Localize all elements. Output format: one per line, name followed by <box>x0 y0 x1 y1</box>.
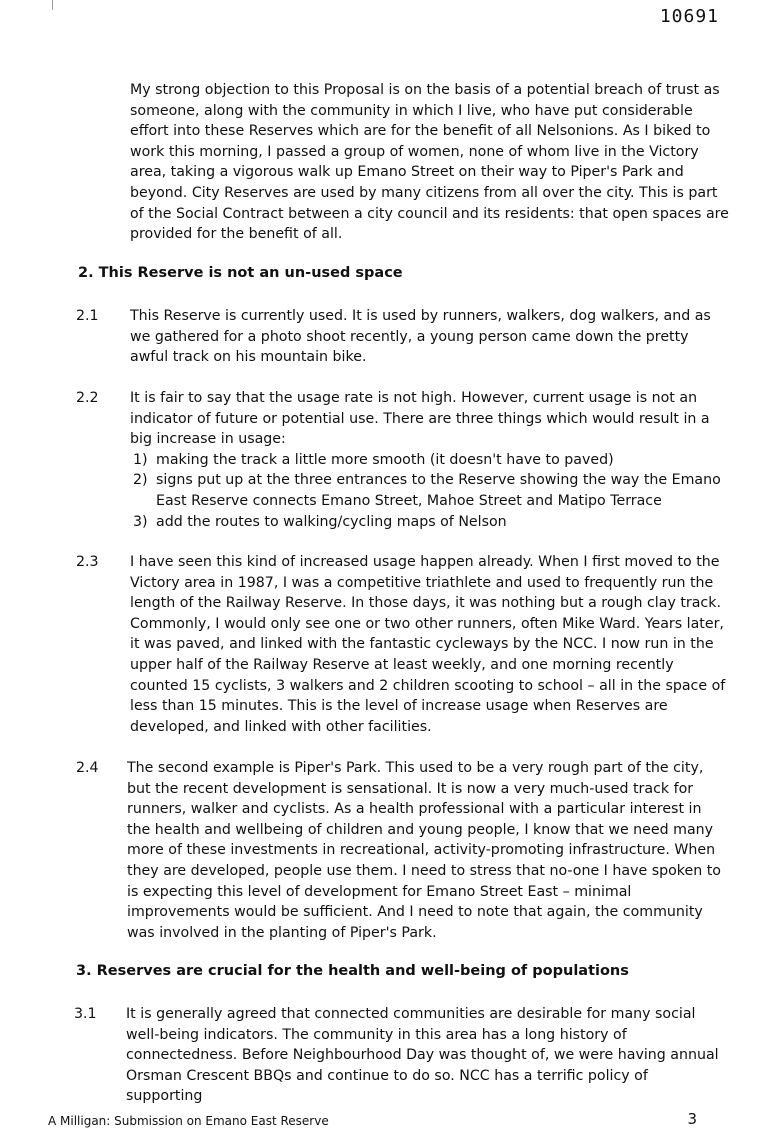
list-item-text: signs put up at the three entrances to the Reserve showing the way the Emano East Reserve connects Emano Street, Mahoe Street and Matipo Terrace <box>156 472 721 509</box>
list-item <box>130 470 730 511</box>
scan-mark <box>52 0 53 10</box>
para-number: 2.4 <box>76 760 99 776</box>
document-id: 10691 <box>659 6 719 27</box>
paragraph-2-2-text: It is fair to say that the usage rate is not high. However, current usage is not an indicator of future or potential use. There are three things which would result in a big increase in usage: <box>130 390 710 448</box>
section-2-heading: 2. This Reserve is not an un-used space <box>78 265 403 281</box>
paragraph-2-4: The second example is Piper's Park. This used to be a very rough part of the city, but the recent development is sensational. It is now a very much-used track for runners, walker and cyclists. As a health professional with a particular interest in the health and wellbeing of children and young people, I know that we need many more of these investments in recreational, activity-promoting infrastructure. When they are developed, people use them. I need to stress that no-one I have spoken to is expecting this level of development for Emano Street East – minimal improvements would be sufficient. And I need to note that again, the community was involved in the planting of Piper's Park. <box>127 760 721 941</box>
list-item <box>130 450 730 471</box>
page-number: 3 <box>687 1110 697 1128</box>
list-item-text: add the routes to walking/cycling maps of Nelson <box>156 513 507 530</box>
paragraph-2-1: This Reserve is currently used. It is used by runners, walkers, dog walkers, and as we gathered for a photo shoot recently, a young person came down the pretty awful track on his mountain bike. <box>130 308 711 366</box>
list-item-number: 3) <box>133 513 148 530</box>
para-number: 3.1 <box>74 1006 97 1022</box>
list-item-text: making the track a little more smooth (it doesn't have to paved) <box>156 451 614 468</box>
list-item <box>130 512 730 533</box>
intro-paragraph: My strong objection to this Proposal is on the basis of a potential breach of trust as someone, along with the community in which I live, who have put considerable effort into these Reserves which are for the benefit of all Nelsonions. As I biked to work this morning, I passed a group of women, none of whom live in the Victory area, taking a vigorous walk up Emano Street on their way to Piper's Park and beyond. City Reserves are used by many citizens from all over the city. This is part of the Social Contract between a city council and its residents: that open spaces are provided for the benefit of all. <box>130 82 729 243</box>
para-number: 2.1 <box>76 308 99 324</box>
paragraph-2-2 <box>130 388 730 532</box>
section-3-heading: 3. Reserves are crucial for the health and well-being of populations <box>76 963 629 979</box>
paragraph-2-3: I have seen this kind of increased usage happen already. When I first moved to the Victory area in 1987, I was a competitive triathlete and used to frequently run the length of the Railway Reserve. In those days, it was nothing but a rough clay track. Commonly, I would only see one or two other runners, often Mike Ward. Years later, it was paved, and linked with the fantastic cycleways by the NCC. I now run in the upper half of the Railway Reserve at least weekly, and one morning recently counted 15 cyclists, 3 walkers and 2 children scooting to school – all in the space of less than 15 minutes. This is the level of increase usage when Reserves are developed, and linked with other facilities. <box>130 554 726 735</box>
footer-title: A Milligan: Submission on Emano East Reserve <box>48 1114 329 1128</box>
list-item-number: 2) <box>133 472 148 489</box>
para-number: 2.2 <box>76 390 99 406</box>
list-item-number: 1) <box>133 451 148 468</box>
usage-list <box>130 450 730 532</box>
para-number: 2.3 <box>76 554 99 570</box>
paragraph-3-1: It is generally agreed that connected communities are desirable for many social well-being indicators. The community in this area has a long history of connectedness. Before Neighbourhood Day was thought of, we were having annual Orsman Crescent BBQs and continue to do so. NCC has a terrific policy of supporting <box>126 1006 719 1105</box>
